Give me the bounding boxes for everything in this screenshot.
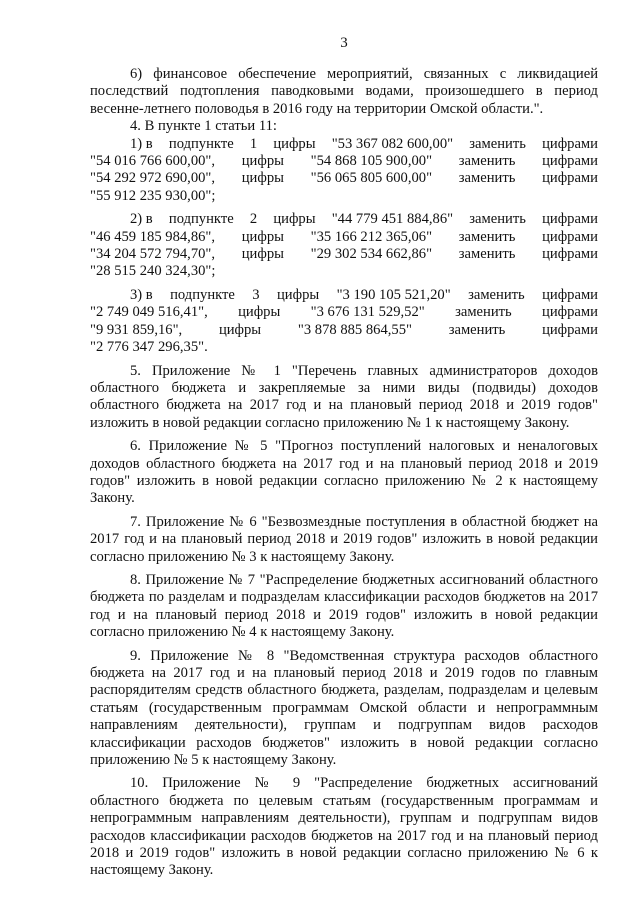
item-4-heading: 4. В пункте 1 статьи 11: — [130, 118, 277, 135]
subitem-2-row-1: 2) в подпункте 2 цифры "44 779 451 884,86" заменить цифрами — [130, 211, 598, 228]
intro-paragraph: 6) финансовое обеспечение мероприятий, связанных с ликвидацией последствий подтопления паводковыми водами, произошедшего в период весенне-летнего половодья в 2016 году на территории Омской области.". — [90, 66, 598, 117]
item-8-paragraph: 8. Приложение № 7 "Распределение бюджетных ассигнований областного бюджета по разделам и подразделам классификации расходов бюджетов на 2017 год и на плановый период 2018 и 2019 годов" изложить в новой редакции согласно приложению № 4 к настоящему Закону. — [90, 571, 598, 641]
subitem-3-row-3: "9 931 859,16", цифры "3 878 885 864,55" заменить цифрами — [90, 321, 598, 338]
item-9-paragraph: 9. Приложение № 8 "Ведомственная структура расходов областного бюджета на 2017 год и на плановый период 2018 и 2019 годов по главным распорядителям средств областного бюджета, разделам, подразделам и целевым статьям (государственным программам Омской области и непрограммным направлениям деятельности), группам и подгруппам видов расходов классификации расходов бюджетов" изложить в новой редакции согласно приложению № 5 к настоящему Закону. — [90, 647, 598, 769]
subitem-2-row-2: "46 459 185 984,86", цифры "35 166 212 365,06" заменить цифрами — [90, 228, 598, 245]
subitem-1-row-3: "54 292 972 690,00", цифры "56 065 805 600,00" заменить цифрами — [90, 170, 598, 187]
subitem-2-row-4: "28 515 240 324,30"; — [90, 263, 216, 280]
subitem-2-row-3: "34 204 572 794,70", цифры "29 302 534 662,86" заменить цифрами — [90, 246, 598, 263]
subitem-1 — [90, 136, 598, 206]
item-6-paragraph: 6. Приложение № 5 "Прогноз поступлений налоговых и неналоговых доходов областного бюджета на 2017 год и на плановый период 2018 и 2019 годов" изложить в новой редакции согласно приложению № 2 к настоящему Закону. — [90, 438, 598, 507]
page-number: 3 — [340, 35, 348, 51]
item-7-paragraph: 7. Приложение № 6 "Безвозмездные поступления в областной бюджет на 2017 год и на плановый период 2018 и 2019 годов" изложить в новой редакции согласно приложению № 3 к настоящему Закону. — [90, 513, 598, 565]
subitem-3-row-1: 3) в подпункте 3 цифры "3 190 105 521,20" заменить цифрами — [130, 286, 598, 303]
subitem-2 — [90, 211, 598, 281]
subitem-1-row-4: "55 912 235 930,00"; — [90, 187, 216, 204]
subitem-1-row-2: "54 016 766 600,00", цифры "54 868 105 900,00" заменить цифрами — [90, 153, 598, 170]
item-10-paragraph: 10. Приложение № 9 "Распределение бюджетных ассигнований областного бюджета по целевым статьям (государственным программам и непрограммным направлениям деятельности), группам и подгруппам видов расходов классификации расходов бюджетов на 2017 год и на плановый период 2018 и 2019 годов" изложить в новой редакции согласно приложению № 6 к настоящему Закону. — [90, 775, 598, 879]
subitem-1-row-1: 1) в подпункте 1 цифры "53 367 082 600,00" заменить цифрами — [130, 135, 598, 152]
subitem-3 — [90, 287, 598, 357]
item-5-paragraph: 5. Приложение № 1 "Перечень главных администраторов доходов областного бюджета и закрепляемые за ними виды (подвиды) доходов областного бюджета на 2017 год и на плановый период 2018 и 2019 годов" изложить в новой редакции согласно приложению № 1 к настоящему Закону. — [90, 362, 598, 431]
subitem-3-row-4: "2 776 347 296,35". — [90, 339, 208, 356]
subitem-3-row-2: "2 749 049 516,41", цифры "3 676 131 529,52" заменить цифрами — [90, 304, 598, 321]
